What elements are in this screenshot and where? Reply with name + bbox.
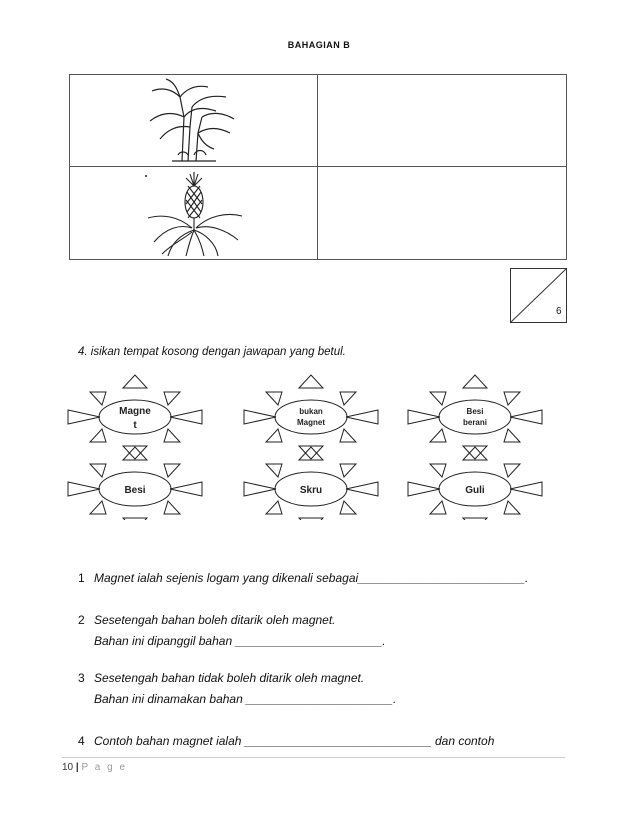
- page-number: 10: [62, 762, 74, 773]
- question-text: Contoh bahan magnet ialah ____________________________ dan contoh: [94, 734, 495, 748]
- sun-diagram: [58, 370, 578, 520]
- mark-score: 6: [556, 306, 562, 317]
- footer-divider: [62, 757, 565, 758]
- sun-5-line-1: Skru: [299, 485, 323, 496]
- sun-4-line-1: Besi: [124, 485, 146, 496]
- sugarcane-illustration: [142, 77, 242, 165]
- sun-1-line-1: Magne: [119, 406, 151, 417]
- question-3-line-2: Bahan ini dinamakan bahan ______________________.: [94, 692, 397, 706]
- question-text: Sesetengah bahan boleh ditarik oleh magnet.: [94, 613, 336, 627]
- question-text: Sesetengah bahan tidak boleh ditarik oleh magnet.: [94, 671, 365, 685]
- question-4: [78, 734, 495, 748]
- picture-table: [69, 74, 567, 260]
- sun-3-line-2: berani: [462, 418, 488, 427]
- question-1: [78, 571, 529, 585]
- instruction: 4. isikan tempat kosong dengan jawapan yang betul.: [78, 346, 346, 358]
- sun-1-line-2: t: [133, 420, 137, 431]
- question-3: [78, 671, 365, 685]
- page-separator: |: [75, 762, 79, 773]
- pineapple-illustration: [142, 170, 252, 258]
- sun-3-line-1: Besi: [466, 407, 484, 416]
- question-2: [78, 613, 336, 627]
- sun-4: [68, 447, 202, 520]
- page-footer: [62, 762, 127, 773]
- section-title: BAHAGIAN B: [287, 40, 351, 50]
- sun-2-line-2: Magnet: [297, 418, 325, 427]
- question-text: Magnet ialah sejenis logam yang dikenali sebagai_________________________.: [94, 571, 529, 585]
- question-number: 3: [78, 671, 85, 685]
- sun-2-line-1: bukan: [299, 407, 323, 416]
- sun-6: [408, 447, 542, 520]
- page-label: P a g e: [81, 762, 128, 773]
- mark-box: [510, 268, 567, 323]
- question-2-line-2: Bahan ini dipanggil bahan ______________________.: [94, 634, 386, 648]
- sun-6-line-1: Guli: [465, 485, 485, 496]
- question-number: 2: [78, 613, 85, 627]
- sun-5: [244, 447, 378, 520]
- question-number: 1: [78, 571, 85, 585]
- question-number: 4: [78, 734, 85, 748]
